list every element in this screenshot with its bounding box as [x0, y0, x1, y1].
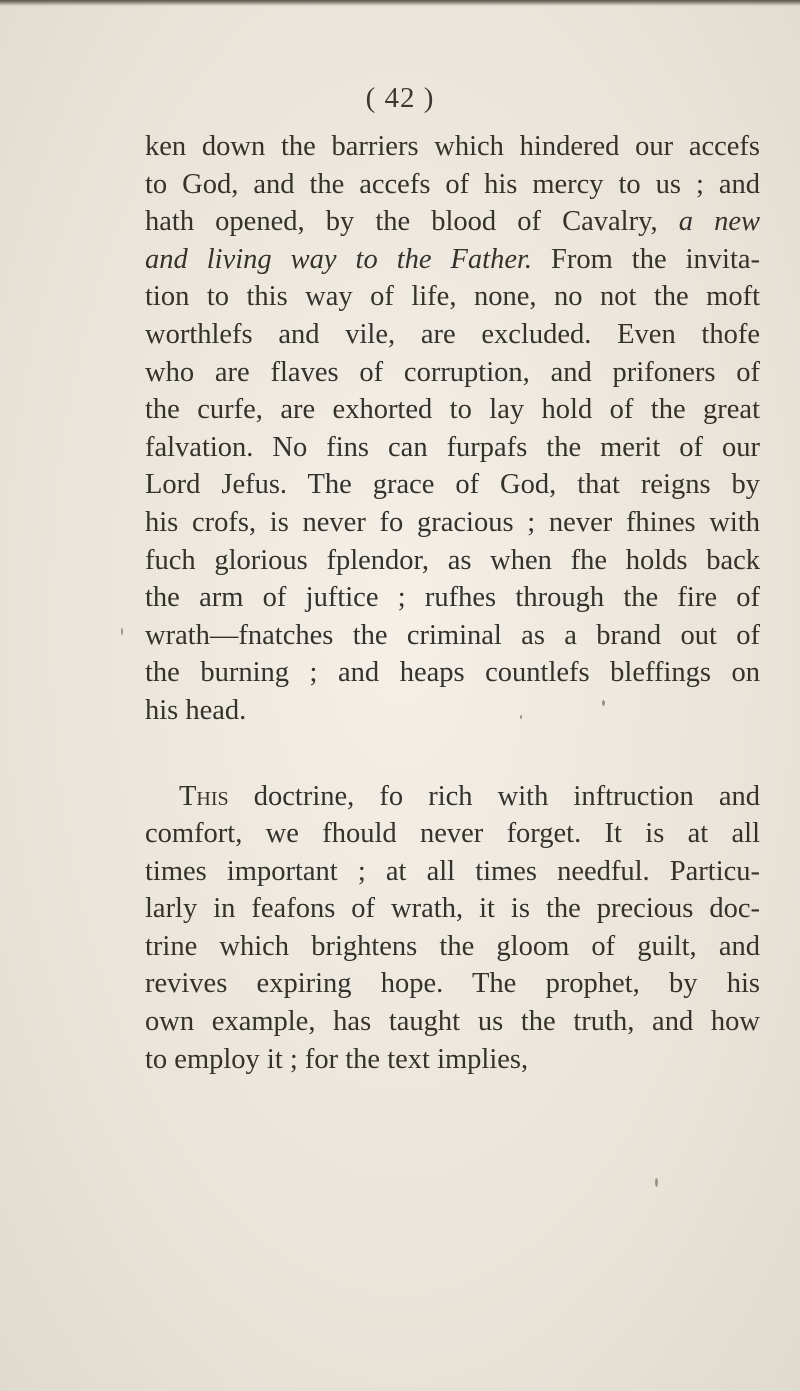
paragraph-2 [145, 778, 760, 1079]
text-line-composite [145, 241, 760, 279]
text-line: larly in feafons of wrath, it is the precious doc- [145, 893, 760, 925]
text-line: comfort, we fhould never forget. It is at all [145, 818, 760, 850]
text-line: times important ; at all times needful. Particu- [145, 855, 760, 887]
small-caps-first-word: This [179, 780, 229, 812]
page-top-edge-shadow [0, 0, 800, 6]
text-line: worthlefs and vile, are excluded. Even thofe [145, 318, 760, 350]
text-line: to employ it ; for the text implies, [145, 1043, 529, 1075]
text-line: fuch glorious fplendor, as when fhe holds back [145, 544, 760, 576]
text-line: the arm of juftice ; rufhes through the fire of [145, 582, 760, 614]
text-segment: doctrine, fo rich with inftruction and [253, 780, 760, 812]
page-number: ( 42 ) [365, 82, 435, 114]
text-line: tion to this way of life, none, no not the moft [145, 281, 760, 313]
italic-segment: a new [678, 206, 760, 238]
text-line: the burning ; and heaps countlefs bleffings on [145, 657, 760, 689]
paper-speck [655, 1178, 658, 1187]
text-segment: From the invita- [551, 243, 760, 275]
text-line: Lord Jefus. The grace of God, that reigns by [145, 469, 760, 501]
paragraph-gap [145, 730, 760, 778]
text-line-composite [145, 778, 760, 816]
text-line-composite [145, 203, 760, 241]
text-line: falvation. No fins can furpafs the merit of our [145, 431, 760, 463]
text-line: his crofs, is never fo gracious ; never fhines with [145, 506, 760, 538]
text-line: to God, and the accefs of his mercy to us ; and [145, 168, 760, 200]
text-line: revives expiring hope. The prophet, by his [145, 968, 760, 1000]
paragraph-1 [145, 128, 760, 730]
text-line: own example, has taught us the truth, and how [145, 1006, 760, 1038]
text-line: wrath—fnatches the criminal as a brand out of [145, 619, 760, 651]
text-segment: hath opened, by the blood of Cavalry, [145, 206, 658, 238]
text-line: ken down the barriers which hindered our accefs [145, 131, 760, 162]
text-line: his head. [145, 694, 247, 726]
text-line: trine which brightens the gloom of guilt, and [145, 930, 760, 962]
italic-segment: and living way to the Father. [145, 243, 533, 275]
text-line: who are flaves of corruption, and prifoners of [145, 356, 760, 388]
page-body [145, 128, 760, 1078]
paper-speck [121, 628, 123, 635]
paper-speck [602, 700, 605, 706]
paper-speck [520, 715, 522, 719]
text-line: the curfe, are exhorted to lay hold of the great [145, 394, 760, 426]
